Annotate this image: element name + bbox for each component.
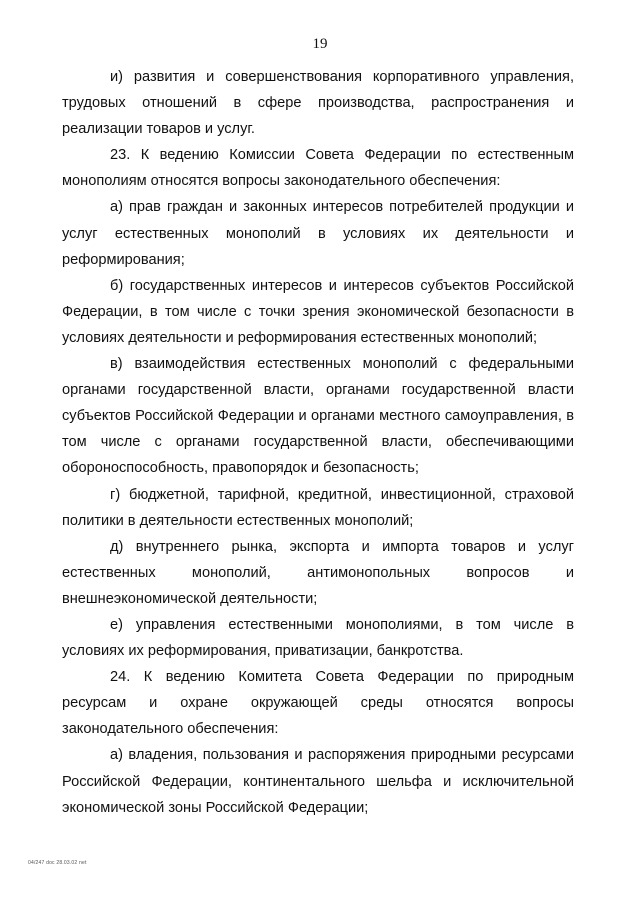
paragraph-clause-i: и) развития и совершенствования корпоративного управления, трудовых отношений в сфере производства, распространения и реализации товаров и услуг.	[62, 69, 574, 138]
page-number: 19	[312, 36, 328, 52]
paragraph-item-23: 23. К ведению Комиссии Совета Федерации по естественным монополиям относятся вопросы законодательного обеспечения:	[62, 147, 574, 190]
paragraph-23-g: г) бюджетной, тарифной, кредитной, инвестиционной, страховой политики в деятельности естественных монополий;	[62, 486, 574, 529]
paragraph-23-d: д) внутреннего рынка, экспорта и импорта товаров и услуг естественных монополий, антимонопольных вопросов и внешнеэкономической деятельности;	[62, 538, 574, 607]
footer-file-reference: 04/247 doc 28.03.02 net	[28, 860, 87, 866]
paragraph-item-24: 24. К ведению Комитета Совета Федерации по природным ресурсам и охране окружающей среды относятся вопросы законодательного обеспечения:	[62, 669, 574, 738]
document-body	[62, 64, 574, 821]
paragraph-24-a: а) владения, пользования и распоряжения природными ресурсами Российской Федерации, континентального шельфа и исключительной экономической зоны Российской Федерации;	[62, 747, 574, 816]
paragraph-23-a: а) прав граждан и законных интересов потребителей продукции и услуг естественных монополий в условиях их деятельности и реформирования;	[62, 199, 574, 268]
paragraph-23-v: в) взаимодействия естественных монополий с федеральными органами государственной власти, органами государственной власти субъектов Российской Федерации и органами местного самоуправления, в том числе с органами государственной власти, обеспечивающими обороноспособность, правопорядок и безопасность;	[62, 356, 574, 477]
paragraph-23-e: е) управления естественными монополиями, в том числе в условиях их реформирования, приватизации, банкротства.	[62, 616, 574, 660]
paragraph-23-b: б) государственных интересов и интересов субъектов Российской Федерации, в том числе с точки зрения экономической безопасности в условиях деятельности и реформирования естественных монополий;	[62, 277, 574, 346]
